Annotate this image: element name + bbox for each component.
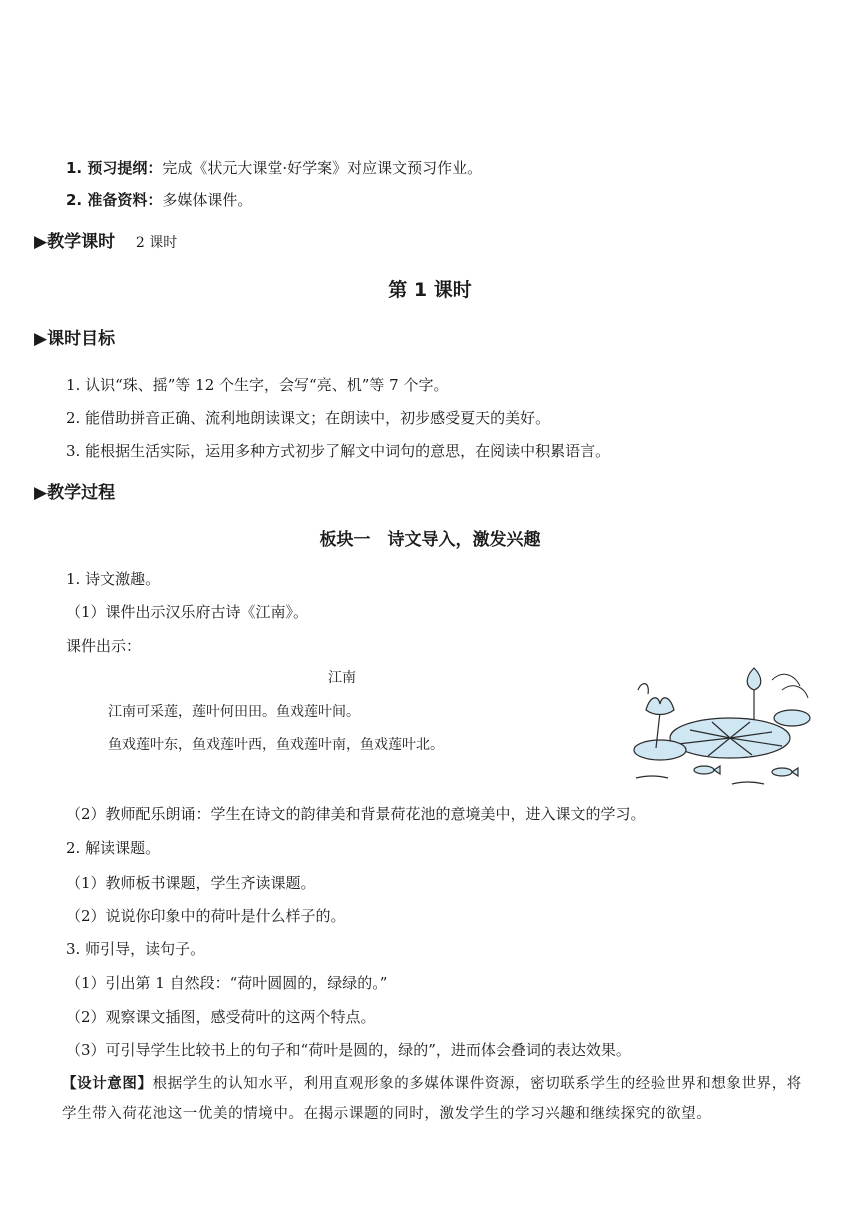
process-line-11: （3）可引导学生比较书上的句子和“荷叶是圆的，绿的”，进而体会叠词的表达效果。 [66, 1041, 631, 1059]
prep-item-2 [66, 190, 252, 210]
process-line-10: （2）观察课文插图，感受荷叶的这两个特点。 [66, 1008, 376, 1026]
background-leaves [772, 674, 808, 698]
goal-item-3: 3. 能根据生活实际，运用多种方式初步了解文中词句的意思，在阅读中积累语言。 [66, 442, 611, 460]
poem-line-2: 鱼戏莲叶东，鱼戏莲叶西，鱼戏莲叶南，鱼戏莲叶北。 [108, 737, 444, 753]
teaching-hours [34, 232, 177, 253]
poem-title: 江南 [328, 670, 356, 686]
teaching-hours-value: 2 课时 [135, 235, 178, 251]
design-intent [62, 1069, 814, 1129]
lotus-leaf-small-left [634, 740, 686, 760]
prep-label-2: 2. 准备资料： [66, 191, 163, 209]
prep-text-2: 多媒体课件。 [162, 191, 253, 209]
fish-2 [772, 768, 792, 776]
process-line-5: 2. 解读课题。 [66, 839, 161, 857]
design-intent-tag: 【设计意图】 [62, 1076, 153, 1092]
process-line-1: 1. 诗文激趣。 [66, 570, 161, 588]
lotus-bud [747, 668, 761, 690]
process-line-2: （1）课件出示汉乐府古诗《江南》。 [66, 603, 309, 621]
fish-1-tail [714, 766, 720, 774]
prep-item-1 [66, 158, 482, 178]
design-intent-text: 根据学生的认知水平，利用直观形象的多媒体课件资源，密切联系学生的经验世界和想象世界，将学生带入荷花池这一优美的情境中。在揭示课题的同时，激发学生的学习兴趣和继续探究的欲望。 [62, 1076, 802, 1122]
poem-line-1: 江南可采莲，莲叶何田田。鱼戏莲叶间。 [108, 704, 360, 720]
fish-1 [694, 766, 714, 774]
lotus-petal [638, 684, 648, 694]
process-line-8: 3. 师引导，读句子。 [66, 940, 206, 958]
block-title: 板块一 诗文导入，激发兴趣 [319, 530, 541, 550]
lotus-pond-illustration [632, 660, 812, 790]
process-heading: ▶教学过程 [34, 483, 116, 503]
goal-item-2: 2. 能借助拼音正确、流利地朗读课文；在朗读中，初步感受夏天的美好。 [66, 409, 551, 427]
process-line-4: （2）教师配乐朗诵：学生在诗文的韵律美和背景荷花池的意境美中，进入课文的学习。 [66, 805, 646, 823]
goal-item-1: 1. 认识“珠、摇”等 12 个生字，会写“亮、机”等 7 个字。 [66, 376, 449, 394]
lesson-title: 第 1 课时 [388, 279, 472, 301]
lotus-flower [646, 698, 674, 715]
process-line-6: （1）教师板书课题，学生齐读课题。 [66, 874, 316, 892]
process-line-7: （2）说说你印象中的荷叶是什么样子的。 [66, 907, 346, 925]
process-line-3: 课件出示： [66, 637, 142, 655]
goals-heading: ▶课时目标 [34, 329, 116, 349]
fish-2-tail [792, 768, 798, 776]
teaching-hours-heading: ▶教学课时 [34, 232, 116, 252]
water-ripples [636, 776, 764, 784]
process-line-9: （1）引出第 1 自然段：“荷叶圆圆的，绿绿的。” [66, 974, 388, 992]
prep-label-1: 1. 预习提纲： [66, 159, 163, 177]
prep-text-1: 完成《状元大课堂·好学案》对应课文预习作业。 [162, 159, 483, 177]
lotus-leaf-small-right [774, 710, 810, 726]
